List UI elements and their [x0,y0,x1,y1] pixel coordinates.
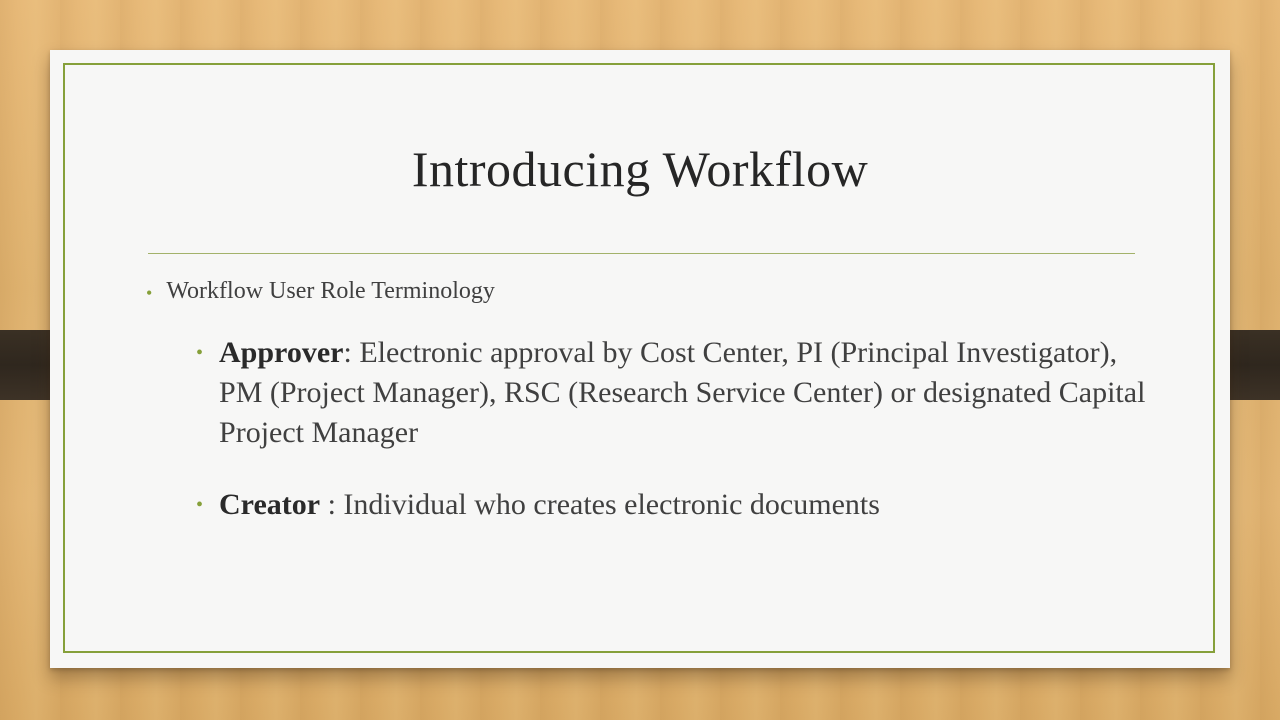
bullet-approver-text [219,333,1156,453]
bullet-dot-icon: • [196,342,204,364]
term-approver: Approver [219,336,344,369]
term-creator: Creator [219,488,321,521]
slide-title: Introducing Workflow [411,141,869,197]
title-divider [148,253,1135,254]
bullet-dot-icon: • [146,283,153,303]
bullet-dot-icon: • [196,494,204,516]
slide-card [50,50,1230,668]
bullet-level1-text: Workflow User Role Terminology [166,278,495,304]
term-separator: : [320,488,336,521]
bullet-level2-approver [196,333,1156,453]
bullet-level2-creator [196,485,1156,525]
definition-creator: Individual who creates electronic documents [335,488,880,521]
term-separator: : [343,336,352,369]
definition-approver: Electronic approval by Cost Center, PI (Principal Investigator), PM (Project Manager), RSC (Research Service Center) or designated Capital Project Manager [219,336,1146,449]
bullet-creator-text [219,485,880,525]
bullet-level1 [146,278,495,308]
